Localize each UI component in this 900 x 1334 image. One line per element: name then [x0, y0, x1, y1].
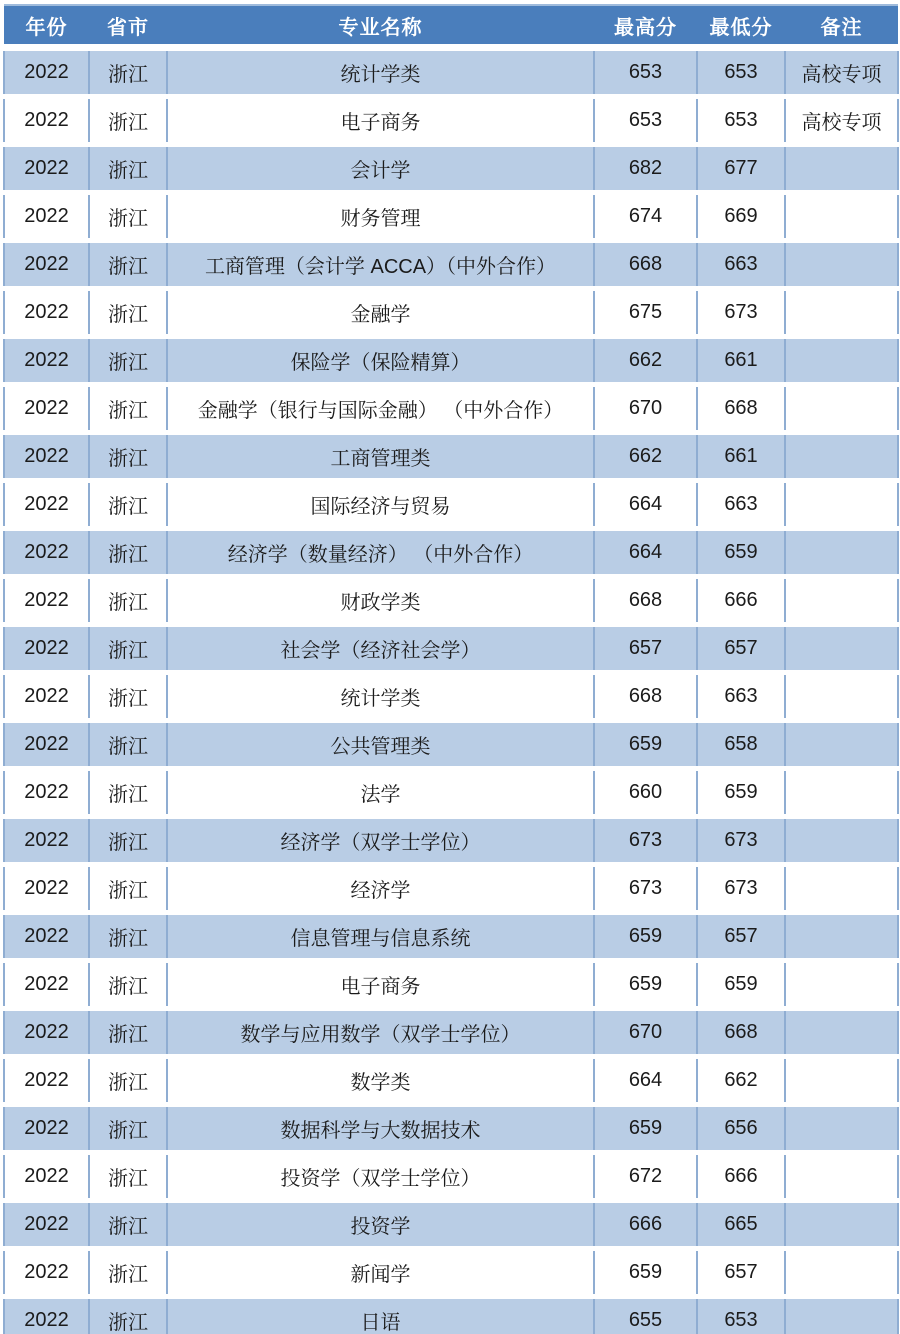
cell-max-score: 666: [594, 1201, 697, 1249]
cell-year: 2022: [4, 625, 89, 673]
cell-note: [785, 1153, 898, 1201]
cell-note: [785, 1057, 898, 1105]
cell-note: [785, 1009, 898, 1057]
cell-max-score: 653: [594, 97, 697, 145]
cell-note: [785, 865, 898, 913]
cell-note: [785, 385, 898, 433]
cell-major-name: 日语: [167, 1297, 594, 1334]
table-row: [4, 1009, 898, 1057]
cell-year: 2022: [4, 673, 89, 721]
cell-province: 浙江: [89, 385, 167, 433]
cell-province: 浙江: [89, 913, 167, 961]
col-header-max-score: 最高分: [594, 5, 697, 48]
cell-province: 浙江: [89, 1201, 167, 1249]
cell-max-score: 673: [594, 817, 697, 865]
cell-major-name: 财政学类: [167, 577, 594, 625]
cell-province: 浙江: [89, 145, 167, 193]
table-row: [4, 385, 898, 433]
cell-province: 浙江: [89, 673, 167, 721]
cell-note: [785, 625, 898, 673]
cell-note: [785, 817, 898, 865]
cell-note: [785, 577, 898, 625]
table-header: [4, 5, 898, 48]
table-row: [4, 1249, 898, 1297]
cell-max-score: 673: [594, 865, 697, 913]
cell-max-score: 659: [594, 913, 697, 961]
table-row: [4, 625, 898, 673]
cell-major-name: 保险学（保险精算）: [167, 337, 594, 385]
cell-min-score: 653: [697, 1297, 785, 1334]
cell-max-score: 659: [594, 961, 697, 1009]
cell-min-score: 668: [697, 1009, 785, 1057]
cell-min-score: 663: [697, 241, 785, 289]
cell-major-name: 数学类: [167, 1057, 594, 1105]
cell-note: [785, 1105, 898, 1153]
cell-max-score: 668: [594, 577, 697, 625]
cell-province: 浙江: [89, 1057, 167, 1105]
cell-province: 浙江: [89, 817, 167, 865]
cell-major-name: 工商管理（会计学 ACCA）（中外合作）: [167, 241, 594, 289]
cell-year: 2022: [4, 385, 89, 433]
cell-min-score: 661: [697, 433, 785, 481]
cell-min-score: 661: [697, 337, 785, 385]
cell-note: [785, 337, 898, 385]
header-row: [4, 5, 898, 48]
cell-year: 2022: [4, 1249, 89, 1297]
cell-max-score: 664: [594, 1057, 697, 1105]
cell-max-score: 657: [594, 625, 697, 673]
cell-year: 2022: [4, 769, 89, 817]
cell-min-score: 657: [697, 625, 785, 673]
cell-note: [785, 769, 898, 817]
cell-major-name: 法学: [167, 769, 594, 817]
cell-min-score: 659: [697, 529, 785, 577]
cell-note: [785, 241, 898, 289]
cell-min-score: 677: [697, 145, 785, 193]
cell-province: 浙江: [89, 865, 167, 913]
cell-note: [785, 913, 898, 961]
cell-note: [785, 1201, 898, 1249]
cell-major-name: 财务管理: [167, 193, 594, 241]
table-row: [4, 481, 898, 529]
cell-year: 2022: [4, 529, 89, 577]
cell-province: 浙江: [89, 481, 167, 529]
table-row: [4, 145, 898, 193]
cell-min-score: 669: [697, 193, 785, 241]
cell-year: 2022: [4, 1009, 89, 1057]
cell-province: 浙江: [89, 433, 167, 481]
cell-province: 浙江: [89, 721, 167, 769]
cell-major-name: 投资学（双学士学位）: [167, 1153, 594, 1201]
cell-max-score: 672: [594, 1153, 697, 1201]
cell-min-score: 657: [697, 913, 785, 961]
cell-year: 2022: [4, 1105, 89, 1153]
cell-major-name: 经济学（双学士学位）: [167, 817, 594, 865]
table-row: [4, 529, 898, 577]
cell-province: 浙江: [89, 529, 167, 577]
table-row: [4, 48, 898, 97]
cell-min-score: 663: [697, 481, 785, 529]
cell-province: 浙江: [89, 1297, 167, 1334]
cell-note: [785, 433, 898, 481]
table-row: [4, 673, 898, 721]
col-header-min-score: 最低分: [697, 5, 785, 48]
cell-major-name: 信息管理与信息系统: [167, 913, 594, 961]
cell-note: 高校专项: [785, 48, 898, 97]
cell-min-score: 673: [697, 289, 785, 337]
cell-min-score: 653: [697, 48, 785, 97]
cell-major-name: 经济学: [167, 865, 594, 913]
cell-max-score: 664: [594, 529, 697, 577]
cell-major-name: 社会学（经济社会学）: [167, 625, 594, 673]
cell-min-score: 659: [697, 961, 785, 1009]
cell-major-name: 金融学: [167, 289, 594, 337]
table-row: [4, 337, 898, 385]
cell-province: 浙江: [89, 48, 167, 97]
cell-major-name: 国际经济与贸易: [167, 481, 594, 529]
cell-note: [785, 673, 898, 721]
cell-major-name: 统计学类: [167, 673, 594, 721]
cell-year: 2022: [4, 913, 89, 961]
cell-year: 2022: [4, 481, 89, 529]
cell-major-name: 电子商务: [167, 961, 594, 1009]
cell-max-score: 668: [594, 673, 697, 721]
table-row: [4, 1297, 898, 1334]
cell-max-score: 682: [594, 145, 697, 193]
col-header-year: 年份: [4, 5, 89, 48]
cell-max-score: 664: [594, 481, 697, 529]
cell-min-score: 665: [697, 1201, 785, 1249]
cell-major-name: 会计学: [167, 145, 594, 193]
cell-province: 浙江: [89, 625, 167, 673]
cell-max-score: 655: [594, 1297, 697, 1334]
table-row: [4, 961, 898, 1009]
table-row: [4, 433, 898, 481]
table-row: [4, 577, 898, 625]
cell-max-score: 659: [594, 1105, 697, 1153]
cell-year: 2022: [4, 1057, 89, 1105]
cell-major-name: 公共管理类: [167, 721, 594, 769]
cell-note: [785, 1297, 898, 1334]
cell-min-score: 662: [697, 1057, 785, 1105]
table-row: [4, 289, 898, 337]
cell-province: 浙江: [89, 97, 167, 145]
cell-max-score: 668: [594, 241, 697, 289]
cell-major-name: 数据科学与大数据技术: [167, 1105, 594, 1153]
cell-year: 2022: [4, 1153, 89, 1201]
cell-province: 浙江: [89, 289, 167, 337]
cell-province: 浙江: [89, 1249, 167, 1297]
table-row: [4, 1201, 898, 1249]
cell-year: 2022: [4, 289, 89, 337]
cell-note: [785, 1249, 898, 1297]
cell-min-score: 666: [697, 577, 785, 625]
cell-min-score: 663: [697, 673, 785, 721]
cell-year: 2022: [4, 433, 89, 481]
admission-scores-table: [3, 4, 899, 1334]
cell-year: 2022: [4, 241, 89, 289]
col-header-province: 省市: [89, 5, 167, 48]
cell-major-name: 金融学（银行与国际金融） （中外合作）: [167, 385, 594, 433]
cell-year: 2022: [4, 817, 89, 865]
cell-min-score: 657: [697, 1249, 785, 1297]
cell-year: 2022: [4, 193, 89, 241]
cell-year: 2022: [4, 865, 89, 913]
cell-note: [785, 481, 898, 529]
cell-province: 浙江: [89, 1009, 167, 1057]
cell-year: 2022: [4, 577, 89, 625]
cell-year: 2022: [4, 1297, 89, 1334]
cell-min-score: 658: [697, 721, 785, 769]
cell-min-score: 666: [697, 1153, 785, 1201]
cell-province: 浙江: [89, 241, 167, 289]
cell-note: [785, 961, 898, 1009]
cell-min-score: 653: [697, 97, 785, 145]
cell-year: 2022: [4, 337, 89, 385]
cell-note: [785, 145, 898, 193]
cell-note: 高校专项: [785, 97, 898, 145]
cell-note: [785, 289, 898, 337]
table-row: [4, 865, 898, 913]
cell-province: 浙江: [89, 961, 167, 1009]
cell-year: 2022: [4, 145, 89, 193]
table-row: [4, 817, 898, 865]
cell-major-name: 工商管理类: [167, 433, 594, 481]
table-row: [4, 241, 898, 289]
table-row: [4, 721, 898, 769]
table-row: [4, 1153, 898, 1201]
cell-province: 浙江: [89, 1105, 167, 1153]
cell-max-score: 662: [594, 337, 697, 385]
cell-max-score: 660: [594, 769, 697, 817]
cell-note: [785, 193, 898, 241]
cell-year: 2022: [4, 1201, 89, 1249]
cell-province: 浙江: [89, 769, 167, 817]
cell-year: 2022: [4, 721, 89, 769]
cell-province: 浙江: [89, 337, 167, 385]
table-row: [4, 1105, 898, 1153]
cell-max-score: 674: [594, 193, 697, 241]
cell-year: 2022: [4, 961, 89, 1009]
cell-max-score: 675: [594, 289, 697, 337]
table-body: [4, 48, 898, 1334]
cell-major-name: 投资学: [167, 1201, 594, 1249]
cell-year: 2022: [4, 97, 89, 145]
table-row: [4, 193, 898, 241]
cell-major-name: 新闻学: [167, 1249, 594, 1297]
cell-min-score: 668: [697, 385, 785, 433]
cell-max-score: 659: [594, 721, 697, 769]
cell-min-score: 673: [697, 817, 785, 865]
cell-year: 2022: [4, 48, 89, 97]
cell-max-score: 670: [594, 385, 697, 433]
cell-province: 浙江: [89, 577, 167, 625]
cell-note: [785, 529, 898, 577]
cell-major-name: 电子商务: [167, 97, 594, 145]
cell-major-name: 数学与应用数学（双学士学位）: [167, 1009, 594, 1057]
cell-major-name: 经济学（数量经济） （中外合作）: [167, 529, 594, 577]
cell-major-name: 统计学类: [167, 48, 594, 97]
cell-province: 浙江: [89, 193, 167, 241]
cell-province: 浙江: [89, 1153, 167, 1201]
col-header-major-name: 专业名称: [167, 5, 594, 48]
cell-max-score: 653: [594, 48, 697, 97]
cell-min-score: 656: [697, 1105, 785, 1153]
table-row: [4, 913, 898, 961]
table-row: [4, 769, 898, 817]
cell-min-score: 673: [697, 865, 785, 913]
table-row: [4, 97, 898, 145]
cell-max-score: 670: [594, 1009, 697, 1057]
cell-min-score: 659: [697, 769, 785, 817]
col-header-note: 备注: [785, 5, 898, 48]
table-row: [4, 1057, 898, 1105]
cell-max-score: 662: [594, 433, 697, 481]
cell-note: [785, 721, 898, 769]
cell-max-score: 659: [594, 1249, 697, 1297]
